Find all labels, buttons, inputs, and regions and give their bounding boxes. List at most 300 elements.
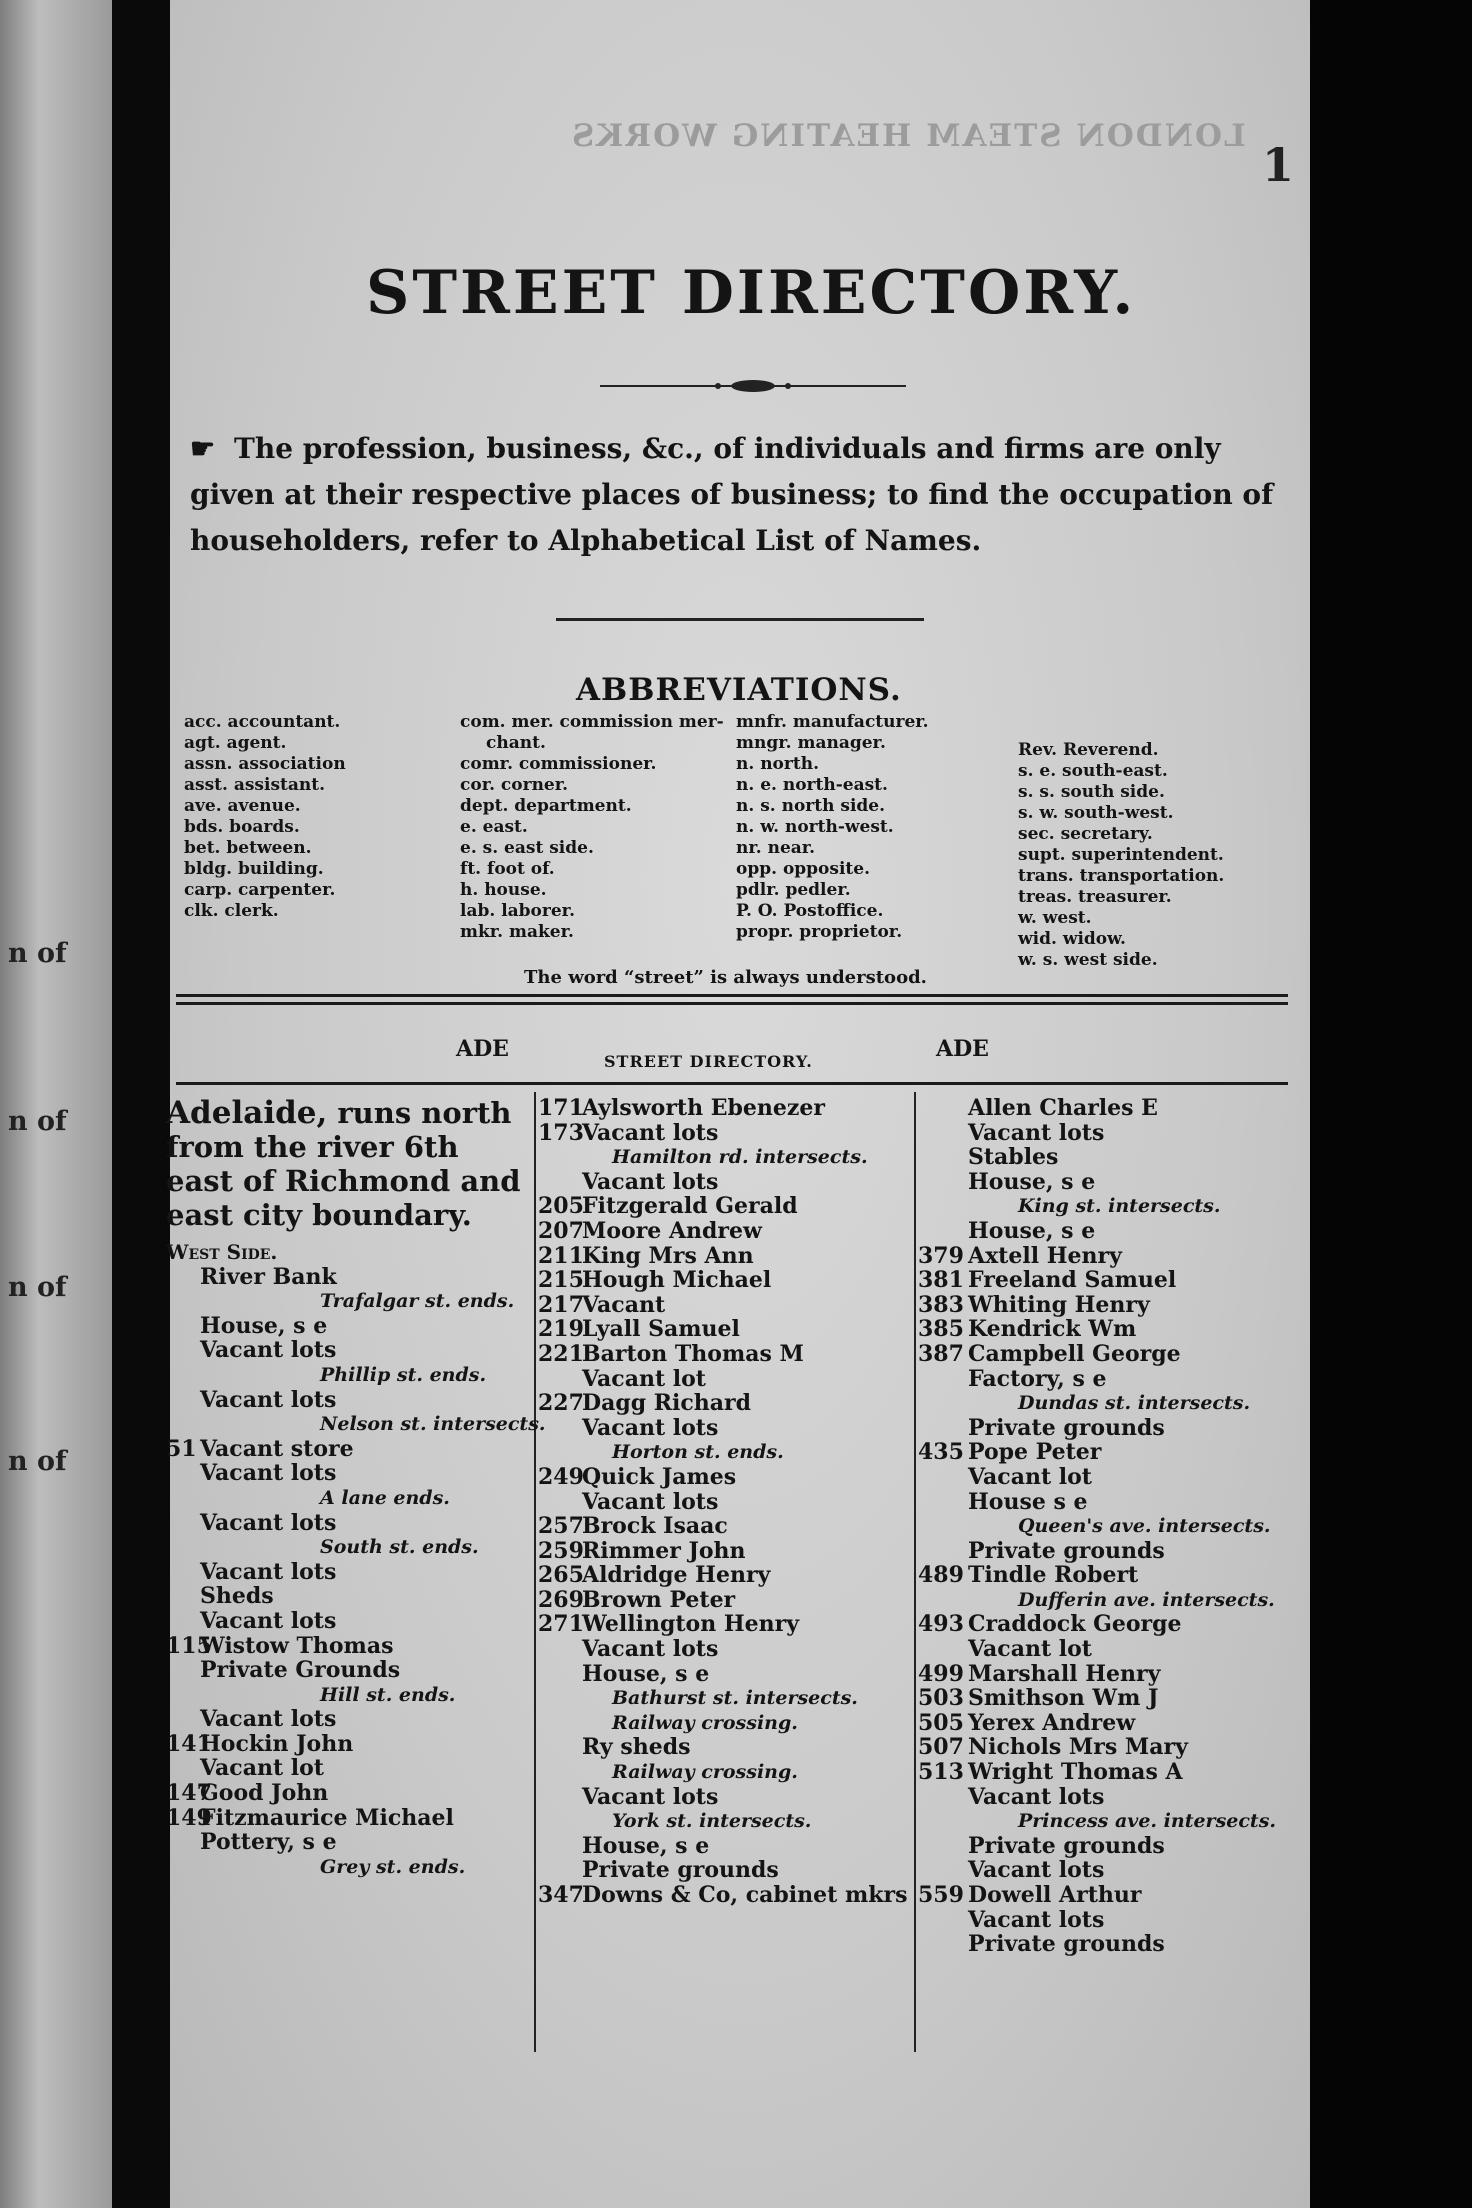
column-head-rule (176, 1082, 1288, 1085)
abbreviations-heading: ABBREVIATIONS. (576, 672, 902, 708)
occupant-name: Quick James (582, 1463, 737, 1490)
directory-entry (918, 1342, 1258, 1367)
house-number: 149 (166, 1804, 212, 1831)
directory-entry (918, 1858, 1258, 1883)
directory-entry (538, 1735, 910, 1760)
occupant-name: Vacant lots (582, 1636, 719, 1663)
house-number: 379 (918, 1242, 964, 1269)
cross-street-label: A lane ends. (320, 1486, 450, 1509)
abbreviation-entry: e. s. east side. (460, 838, 594, 858)
directory-entry (538, 1416, 910, 1441)
occupant-name: Brock Isaac (582, 1513, 728, 1540)
occupant-name: King Mrs Ann (582, 1242, 754, 1269)
occupant-name: Vacant lots (968, 1783, 1105, 1810)
directory-entry (538, 1391, 910, 1416)
ornament-rule-icon (600, 374, 906, 398)
occupant-name: Vacant lots (968, 1906, 1105, 1933)
directory-entry (166, 1658, 530, 1683)
house-number: 141 (166, 1730, 212, 1757)
cross-street-line (918, 1514, 1271, 1539)
occupant-name: Private grounds (968, 1931, 1165, 1958)
cross-street-label: Hill st. ends. (320, 1683, 456, 1706)
street-description: runs north from the river 6th east of Richmond and east city boundary. (166, 1096, 521, 1232)
occupant-name: Hough Michael (582, 1267, 772, 1294)
abbreviation-entry: nr. near. (736, 838, 816, 858)
occupant-name: House s e (968, 1488, 1088, 1515)
abbreviation-entry: bet. between. (184, 838, 312, 858)
page-title: STREET DIRECTORY. (366, 258, 1137, 328)
house-number: 387 (918, 1340, 964, 1367)
abbreviation-entry: cor. corner. (460, 775, 569, 795)
cross-street-line (166, 1363, 530, 1388)
abbreviation-entry: n. north. (736, 754, 819, 774)
cross-street-line (918, 1588, 1275, 1613)
directory-entry (166, 1314, 530, 1339)
occupant-name: House, s e (968, 1168, 1096, 1195)
occupant-name: Private grounds (968, 1832, 1165, 1859)
abbreviation-entry: h. house. (460, 880, 547, 900)
directory-entry (918, 1612, 1258, 1637)
directory-entry (918, 1096, 1258, 1121)
abbreviation-entry: propr. proprietor. (736, 922, 903, 942)
directory-entry (918, 1490, 1258, 1515)
occupant-name: Moore Andrew (582, 1217, 762, 1244)
side-heading-label: West Side. (166, 1240, 278, 1264)
abbreviation-entry: s. s. south side. (1018, 782, 1165, 802)
book-spine-shadow (112, 0, 170, 2208)
cross-street-label: Hamilton rd. intersects. (612, 1146, 868, 1169)
abbreviation-entry: assn. association (184, 754, 346, 774)
abbreviation-entry: clk. clerk. (184, 901, 279, 921)
occupant-name: Pope Peter (968, 1439, 1102, 1466)
cross-street-line (166, 1486, 530, 1511)
occupant-name: Sheds (200, 1583, 274, 1610)
running-head-center: STREET DIRECTORY. (604, 1052, 813, 1071)
occupant-name: Good John (200, 1780, 329, 1807)
abbreviation-entry: supt. superintendent. (1018, 845, 1224, 865)
pointing-hand-icon: ☛ (190, 432, 216, 465)
adjacent-page-fragment: n of (8, 1272, 67, 1303)
directory-entry (166, 1338, 530, 1363)
abbreviation-entry: n. w. north-west. (736, 817, 894, 837)
occupant-name: Vacant (582, 1291, 666, 1318)
occupant-name: Axtell Henry (968, 1242, 1122, 1269)
directory-entry (538, 1342, 910, 1367)
directory-entry (166, 1609, 530, 1634)
occupant-name: Vacant lot (582, 1365, 706, 1392)
house-number: 249 (538, 1463, 584, 1490)
cross-street-line (166, 1289, 530, 1314)
directory-entry (538, 1293, 910, 1318)
occupant-name: Private grounds (968, 1414, 1165, 1441)
house-number: 219 (538, 1316, 584, 1343)
house-number: 211 (538, 1242, 584, 1269)
occupant-name: Private grounds (582, 1857, 779, 1884)
occupant-name: Vacant lot (968, 1463, 1092, 1490)
directory-entry (166, 1511, 530, 1536)
directory-column-3 (918, 1095, 1277, 1958)
directory-entry (538, 1219, 910, 1244)
directory-entry (918, 1170, 1258, 1195)
occupant-name: Vacant lots (582, 1119, 719, 1146)
abbreviation-entry: e. east. (460, 817, 528, 837)
directory-entry (918, 1145, 1258, 1170)
occupant-name: Brown Peter (582, 1586, 736, 1613)
directory-entry (166, 1830, 530, 1855)
house-number: 507 (918, 1734, 964, 1761)
abbreviation-entry: comr. commissioner. (460, 754, 657, 774)
house-number: 383 (918, 1291, 964, 1318)
occupant-name: Private Grounds (200, 1657, 401, 1684)
directory-entry (166, 1732, 530, 1757)
abbreviation-entry: carp. carpenter. (184, 880, 336, 900)
occupant-name: Downs & Co, cabinet mkrs (582, 1882, 908, 1908)
cross-street-line (538, 1760, 910, 1785)
house-number: 227 (538, 1390, 584, 1417)
abbreviation-entry: bds. boards. (184, 817, 300, 837)
directory-entry (538, 1539, 910, 1564)
directory-entry (538, 1834, 910, 1859)
separator-rule (556, 618, 924, 621)
directory-entry (918, 1563, 1258, 1588)
occupant-name: Aylsworth Ebenezer (582, 1095, 825, 1121)
directory-entry (538, 1858, 910, 1883)
house-number: 489 (918, 1562, 964, 1589)
abbreviation-entry: agt. agent. (184, 733, 287, 753)
directory-entry (538, 1637, 910, 1662)
directory-entry (538, 1563, 910, 1588)
adjacent-page-fragment: n of (8, 938, 67, 969)
directory-entry (538, 1490, 910, 1515)
directory-entry (166, 1265, 530, 1290)
directory-entry (538, 1367, 910, 1392)
abbreviation-entry: s. e. south-east. (1018, 761, 1168, 781)
abbreviations-column (1018, 740, 1224, 971)
abbreviation-entry: P. O. Postoffice. (736, 901, 884, 921)
abbreviation-entry: ft. foot of. (460, 859, 555, 879)
directory-entry (918, 1465, 1258, 1490)
abbreviation-entry: s. w. south-west. (1018, 803, 1174, 823)
directory-column-2 (538, 1096, 910, 1908)
abbreviation-entry: chant. (486, 733, 546, 753)
cross-street-label: Queen's ave. intersects. (1018, 1515, 1271, 1538)
house-number: 51 (166, 1435, 197, 1462)
double-rule (176, 1002, 1288, 1005)
house-number: 385 (918, 1316, 964, 1343)
directory-entry (538, 1194, 910, 1219)
occupant-name: Campbell George (968, 1340, 1181, 1367)
directory-entry (918, 1637, 1258, 1662)
house-number: 207 (538, 1217, 584, 1244)
occupant-name: Vacant lot (200, 1755, 324, 1782)
abbreviation-entry: bldg. building. (184, 859, 324, 879)
occupant-name: Hockin John (200, 1730, 354, 1757)
abbreviation-entry: com. mer. commission mer- (460, 712, 724, 732)
cross-street-label: Nelson st. intersects. (320, 1413, 546, 1436)
abbreviation-entry: pdlr. pedler. (736, 880, 851, 900)
occupant-name: Nichols Mrs Mary (968, 1734, 1188, 1761)
street-intro (166, 1096, 530, 1232)
occupant-name: Pottery, s e (200, 1829, 337, 1856)
house-number: 173 (538, 1119, 584, 1146)
occupant-name: House, s e (582, 1660, 710, 1687)
abbreviation-entry: n. s. north side. (736, 796, 886, 816)
house-number: 513 (918, 1759, 964, 1786)
running-head-right: ADE (936, 1036, 989, 1062)
occupant-name: Yerex Andrew (968, 1709, 1136, 1736)
directory-entry (918, 1735, 1258, 1760)
cross-street-line (538, 1145, 910, 1170)
occupant-name: Vacant lots (582, 1488, 719, 1515)
directory-entry (538, 1662, 910, 1687)
occupant-name: Marshall Henry (968, 1660, 1161, 1687)
occupant-name: Vacant store (200, 1435, 354, 1462)
occupant-name: Fitzgerald Gerald (582, 1193, 798, 1220)
adjacent-page-fragment: n of (8, 1446, 67, 1477)
directory-entry (918, 1662, 1258, 1687)
abbreviation-entry: asst. assistant. (184, 775, 326, 795)
occupant-name: Barton Thomas M (582, 1340, 804, 1367)
directory-entry (538, 1096, 910, 1121)
abbreviation-entry: mkr. maker. (460, 922, 574, 942)
house-number: 505 (918, 1709, 964, 1736)
side-heading (166, 1240, 530, 1265)
cross-street-label: Dundas st. intersects. (1018, 1392, 1251, 1415)
cross-street-label: Dufferin ave. intersects. (1018, 1588, 1275, 1611)
occupant-name: River Bank (200, 1263, 337, 1290)
directory-entry (166, 1437, 530, 1462)
directory-entry (538, 1514, 910, 1539)
cross-street-label: Grey st. ends. (320, 1855, 466, 1878)
occupant-name: Dowell Arthur (968, 1882, 1142, 1908)
street-name: Adelaide, (166, 1095, 328, 1131)
abbreviation-entry: dept. department. (460, 796, 632, 816)
abbreviations-column (460, 712, 724, 943)
occupant-name: Wistow Thomas (200, 1632, 394, 1659)
cross-street-label: Railway crossing. (612, 1761, 798, 1784)
occupant-name: Tindle Robert (968, 1562, 1139, 1589)
directory-column-1 (166, 1095, 546, 1879)
directory-entry (918, 1785, 1258, 1810)
occupant-name: Allen Charles E (968, 1095, 1158, 1121)
abbreviation-entry: w. west. (1018, 908, 1092, 928)
occupant-name: Ry sheds (582, 1734, 691, 1761)
adjacent-page-fragment: n of (8, 1106, 67, 1137)
directory-entry (538, 1268, 910, 1293)
abbreviation-entry: n. e. north-east. (736, 775, 888, 795)
bleed-through-header: LONDON STEAM HEATING WORKS (570, 118, 1246, 154)
directory-entry (166, 1461, 530, 1486)
house-number: 259 (538, 1537, 584, 1564)
occupant-name: Aldridge Henry (582, 1562, 771, 1589)
cross-street-line (538, 1809, 910, 1834)
occupant-name: Wellington Henry (582, 1611, 800, 1638)
directory-entry (918, 1293, 1258, 1318)
occupant-name: Vacant lots (200, 1337, 337, 1364)
cross-street-label: Horton st. ends. (612, 1441, 784, 1464)
house-number: 115 (166, 1632, 212, 1659)
house-number: 347 (538, 1882, 584, 1908)
directory-entry (166, 1781, 530, 1806)
abbreviation-entry: mnfr. manufacturer. (736, 712, 929, 732)
occupant-name: Fitzmaurice Michael (200, 1804, 454, 1831)
occupant-name: Vacant lots (200, 1386, 337, 1413)
cross-street-label: King st. intersects. (1018, 1195, 1221, 1218)
house-number: 221 (538, 1340, 584, 1367)
occupant-name: Freeland Samuel (968, 1267, 1177, 1294)
occupant-name: Dagg Richard (582, 1390, 752, 1417)
cross-street-label: South st. ends. (320, 1536, 479, 1559)
directory-entry (166, 1560, 530, 1585)
abbreviation-entry: acc. accountant. (184, 712, 341, 732)
house-number: 493 (918, 1611, 964, 1638)
cross-street-label: York st. intersects. (612, 1810, 812, 1833)
directory-entry (538, 1588, 910, 1613)
scan-border (1310, 0, 1472, 2208)
house-number: 381 (918, 1267, 964, 1294)
cross-street-label: Princess ave. intersects. (1018, 1810, 1277, 1833)
cross-street-label: Phillip st. ends. (320, 1363, 487, 1386)
house-number: 269 (538, 1586, 584, 1613)
directory-entry (538, 1883, 910, 1908)
directory-entry (166, 1584, 530, 1609)
notice-text: The profession, business, &c., of individuals and firms are only given at their respective places of business; to find the occupation of householders, refer to Alphabetical List of Names. (190, 432, 1274, 557)
adjacent-page-edge (0, 0, 112, 2208)
house-number: 499 (918, 1660, 964, 1687)
cross-street-line (918, 1809, 1277, 1834)
directory-entry (918, 1219, 1258, 1244)
directory-entry (538, 1317, 910, 1342)
abbreviation-entry: ave. avenue. (184, 796, 301, 816)
abbreviation-entry: treas. treasurer. (1018, 887, 1172, 907)
cross-street-line (918, 1194, 1258, 1219)
directory-entry (538, 1612, 910, 1637)
directory-entry (538, 1244, 910, 1269)
occupant-name: Factory, s e (968, 1365, 1107, 1392)
cross-street-line (538, 1711, 910, 1736)
occupant-name: Vacant lots (582, 1168, 719, 1195)
abbreviation-entry: sec. secretary. (1018, 824, 1153, 844)
directory-entry (918, 1121, 1258, 1146)
occupant-name: Stables (968, 1144, 1059, 1171)
directory-entry (918, 1932, 1258, 1957)
cross-street-label: Trafalgar st. ends. (320, 1290, 515, 1313)
directory-entry (166, 1756, 530, 1781)
occupant-name: Vacant lots (200, 1607, 337, 1634)
abbreviation-entry: wid. widow. (1018, 929, 1126, 949)
directory-entry (918, 1760, 1258, 1785)
abbreviations-column (184, 712, 346, 922)
abbreviation-entry: trans. transportation. (1018, 866, 1225, 886)
abbreviation-entry: Rev. Reverend. (1018, 740, 1159, 760)
double-rule (176, 994, 1288, 997)
directory-entry (166, 1806, 530, 1831)
house-number: 205 (538, 1193, 584, 1220)
cross-street-line (166, 1412, 546, 1437)
cross-street-line (166, 1535, 530, 1560)
occupant-name: Wright Thomas A (968, 1759, 1183, 1786)
directory-entry (918, 1317, 1258, 1342)
abbreviations-column (736, 712, 929, 943)
notice-paragraph (190, 426, 1310, 564)
occupant-name: House, s e (968, 1217, 1096, 1244)
directory-entry (166, 1634, 530, 1659)
house-number: 271 (538, 1611, 584, 1638)
directory-entry (538, 1465, 910, 1490)
abbreviation-entry: opp. opposite. (736, 859, 871, 879)
occupant-name: Vacant lots (200, 1706, 337, 1733)
cross-street-line (538, 1686, 910, 1711)
occupant-name: House, s e (582, 1832, 710, 1859)
directory-entry (918, 1416, 1258, 1441)
directory-entry (166, 1388, 530, 1413)
column-divider (914, 1092, 916, 2052)
abbreviations-note: The word “street” is always understood. (524, 967, 927, 988)
house-number: 559 (918, 1882, 964, 1908)
occupant-name: Whiting Henry (968, 1291, 1150, 1318)
house-number: 265 (538, 1562, 584, 1589)
directory-entry (538, 1170, 910, 1195)
directory-entry (918, 1367, 1258, 1392)
occupant-name: Private grounds (968, 1537, 1165, 1564)
occupant-name: Lyall Samuel (582, 1316, 740, 1343)
column-divider (534, 1092, 536, 2052)
directory-entry (918, 1440, 1258, 1465)
directory-entry (918, 1539, 1258, 1564)
occupant-name: House, s e (200, 1312, 328, 1339)
house-number: 435 (918, 1439, 964, 1466)
directory-entry (538, 1785, 910, 1810)
occupant-name: Kendrick Wm (968, 1316, 1137, 1343)
occupant-name: Vacant lots (968, 1857, 1105, 1884)
running-head-left: ADE (456, 1036, 509, 1062)
occupant-name: Vacant lots (582, 1414, 719, 1441)
house-number: 257 (538, 1513, 584, 1540)
occupant-name: Vacant lots (968, 1119, 1105, 1146)
page-number: 1 (1262, 138, 1295, 192)
directory-entry (918, 1711, 1258, 1736)
directory-entry (918, 1244, 1258, 1269)
occupant-name: Vacant lots (200, 1460, 337, 1487)
cross-street-line (166, 1855, 530, 1880)
cross-street-line (538, 1440, 910, 1465)
house-number: 171 (538, 1095, 584, 1121)
occupant-name: Vacant lots (200, 1558, 337, 1585)
directory-entry (918, 1686, 1258, 1711)
house-number: 215 (538, 1267, 584, 1294)
directory-entry (538, 1121, 910, 1146)
occupant-name: Craddock George (968, 1611, 1182, 1638)
cross-street-label: Bathurst st. intersects. (612, 1687, 858, 1710)
abbreviation-entry: mngr. manager. (736, 733, 886, 753)
house-number: 217 (538, 1291, 584, 1318)
house-number: 503 (918, 1685, 964, 1712)
cross-street-line (918, 1391, 1258, 1416)
cross-street-label: Railway crossing. (612, 1711, 798, 1734)
abbreviation-entry: w. s. west side. (1018, 950, 1158, 970)
directory-entry (918, 1834, 1258, 1859)
occupant-name: Rimmer John (582, 1537, 746, 1564)
directory-entry (918, 1908, 1258, 1933)
occupant-name: Vacant lot (968, 1636, 1092, 1663)
abbreviation-entry: lab. laborer. (460, 901, 575, 921)
occupant-name: Vacant lots (200, 1509, 337, 1536)
occupant-name: Smithson Wm J (968, 1685, 1159, 1712)
directory-entry (166, 1707, 530, 1732)
house-number: 147 (166, 1780, 212, 1807)
directory-entry (918, 1883, 1258, 1908)
directory-entry (918, 1268, 1258, 1293)
